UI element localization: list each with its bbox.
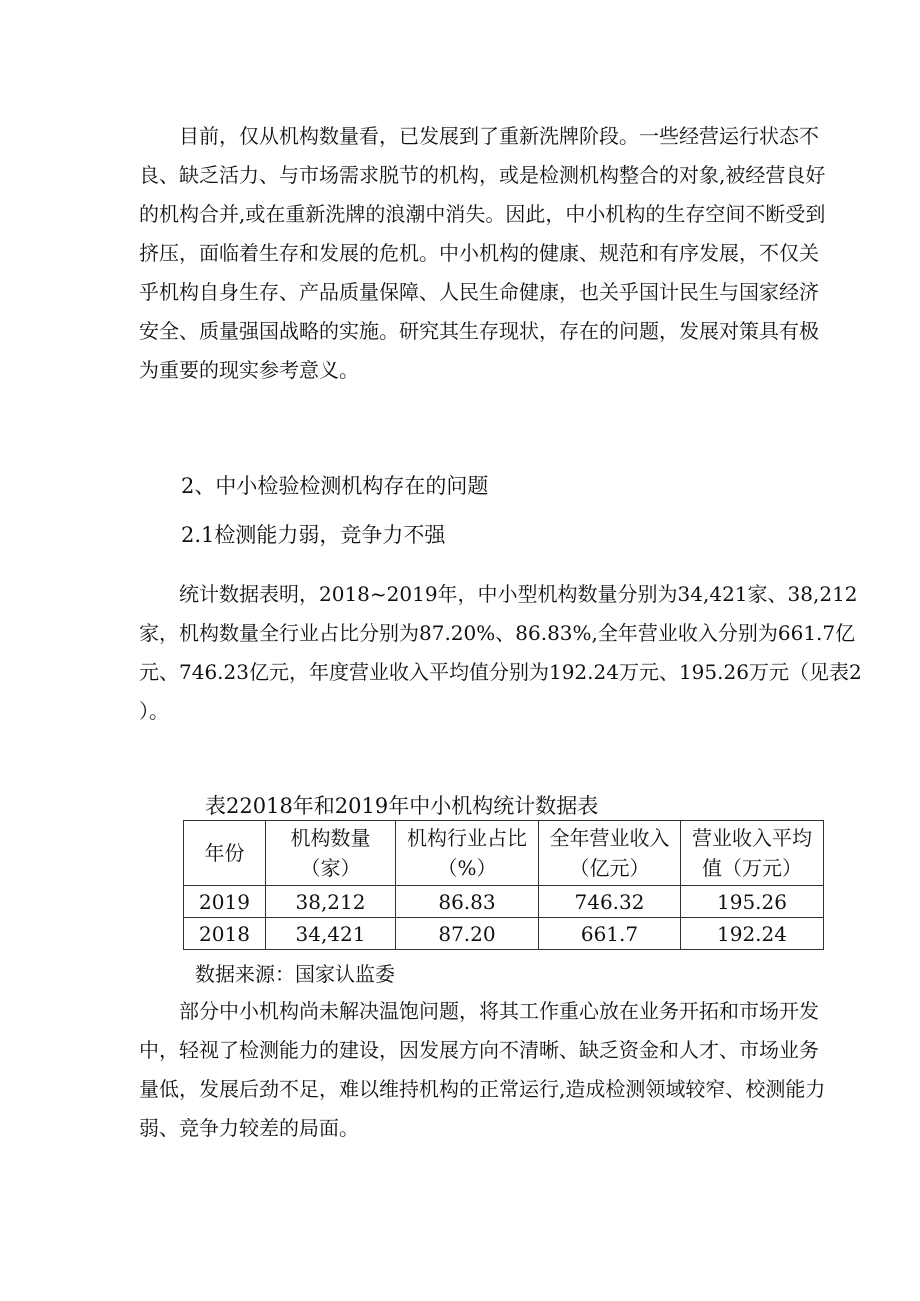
paragraph-line: 统计数据表明，2018~2019年，中小型机构数量分别为34,421家、38,212: [179, 582, 858, 606]
section-heading: 2、中小检验检测机构存在的问题: [181, 474, 489, 498]
paragraph-line: 目前，仅从机构数量看，已发展到了重新洗牌阶段。一些经营运行状态不: [179, 124, 819, 148]
paragraph-line: 量低，发展后劲不足，难以维持机构的正常运行,造成检测领域较窄、校测能力: [139, 1077, 826, 1101]
table-cell: 86.83: [396, 886, 539, 918]
header-average: 营业收入平均 值（万元）: [681, 821, 824, 886]
table-cell: 87.20: [396, 918, 539, 950]
header-count: 机构数量 （家）: [266, 821, 396, 886]
paragraph-line: 的机构合并,或在重新洗牌的浪潮中消失。因此，中小机构的生存空间不断受到: [139, 202, 826, 226]
stats-paragraph: [139, 575, 862, 731]
table-cell: 2019: [184, 886, 266, 918]
header-revenue: 全年营业收入 （亿元）: [539, 821, 681, 886]
table-caption: 表22018年和2019年中小机构统计数据表: [205, 794, 599, 818]
subsection-heading: 2.1检测能力弱，竞争力不强: [181, 523, 446, 547]
table-row: [184, 918, 824, 950]
table-header-row: [184, 821, 824, 886]
paragraph-line: 元、746.23亿元，年度营业收入平均值分别为192.24万元、195.26万元（见表2: [139, 660, 862, 684]
paragraph-line: 挤压，面临着生存和发展的危机。中小机构的健康、规范和有序发展，不仅关: [139, 241, 819, 265]
paragraph-line: ）。: [139, 699, 169, 723]
table-cell: 195.26: [681, 886, 824, 918]
intro-paragraph: [139, 117, 829, 390]
table-cell: 38,212: [266, 886, 396, 918]
table-row: [184, 886, 824, 918]
table-cell: 661.7: [539, 918, 681, 950]
paragraph-line: 乎机构自身生存、产品质量保障、人民生命健康，也关乎国计民生与国家经济: [139, 280, 819, 304]
paragraph-line: 部分中小机构尚未解决温饱问题，将其工作重心放在业务开拓和市场开发: [179, 999, 819, 1023]
table-cell: 746.32: [539, 886, 681, 918]
paragraph-line: 中，轻视了检测能力的建设，因发展方向不清晰、缺乏资金和人才、市场业务: [139, 1038, 819, 1062]
header-share: 机构行业占比 （%）: [396, 821, 539, 886]
closing-paragraph: [139, 992, 829, 1148]
statistics-table: [183, 820, 824, 950]
header-year: 年份: [184, 821, 266, 886]
table-source: 数据来源：国家认监委: [195, 962, 395, 986]
table-cell: 34,421: [266, 918, 396, 950]
paragraph-line: 为重要的现实参考意义。: [139, 358, 359, 382]
paragraph-line: 弱、竞争力较差的局面。: [139, 1116, 359, 1140]
paragraph-line: 安全、质量强国战略的实施。研究其生存现状，存在的问题，发展对策具有极: [139, 319, 819, 343]
table-cell: 2018: [184, 918, 266, 950]
paragraph-line: 家，机构数量全行业占比分别为87.20%、86.83%,全年营业收入分别为661.7亿: [139, 621, 856, 645]
paragraph-line: 良、缺乏活力、与市场需求脱节的机构，或是检测机构整合的对象,被经营良好: [139, 163, 826, 187]
table-cell: 192.24: [681, 918, 824, 950]
